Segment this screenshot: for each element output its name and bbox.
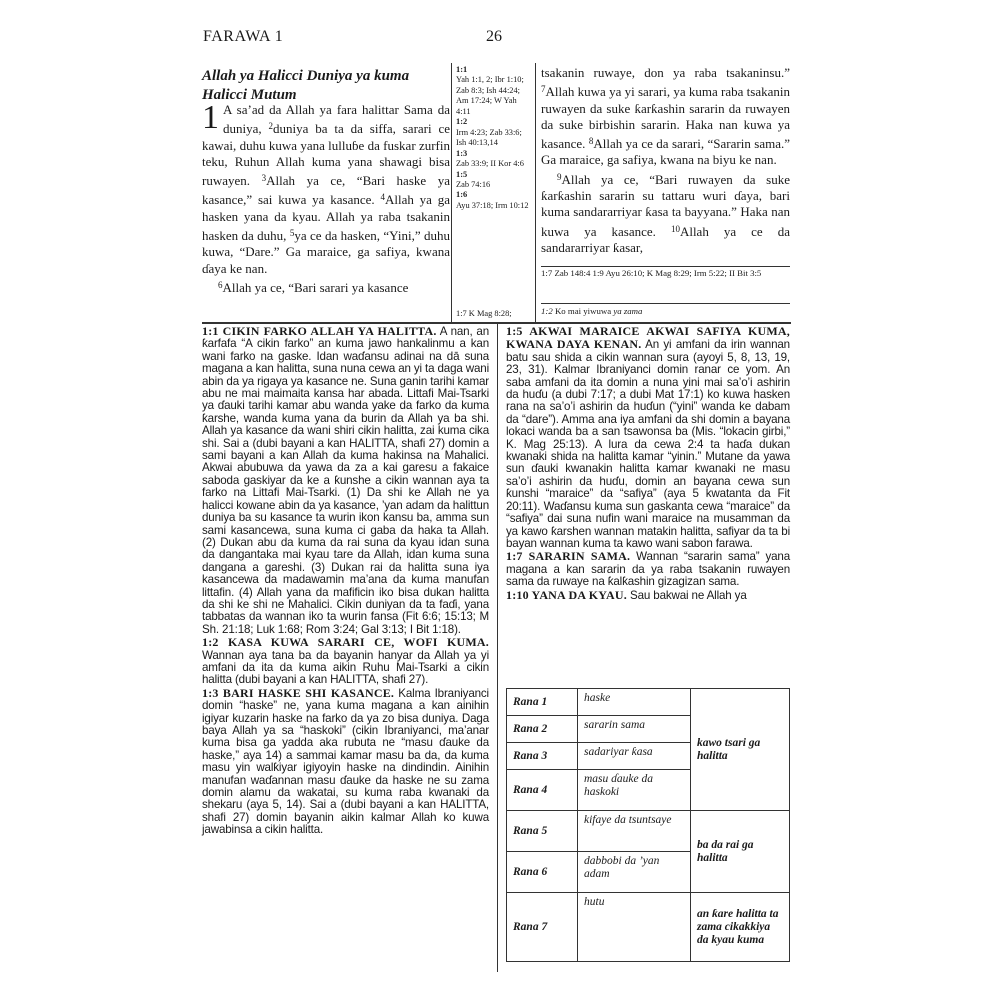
commentary-note [506,325,790,550]
verse-number: 9 [557,171,562,182]
xref-text: Zab 74:16 [456,179,491,189]
verse-5: ya ce da hasken, “Yini,” duhu kuwa, “Dare.” Ga maraice, ga safiya, kwana ɗaya ke nan. [202,228,450,276]
day-label: Rana 5 [507,811,578,852]
verse-1: A sa’ad da Allah ya fara halittar Sama da duniya, [223,102,450,137]
day-label: Rana 6 [507,852,578,893]
xref-ref: 1:6 [456,190,468,200]
table-row [507,811,790,852]
column-divider [451,63,452,323]
xref-bottom: 1:7 K Mag 8:28; [456,309,512,318]
day-description: haske [578,689,691,716]
footnote-ref: 1:2 [541,306,553,316]
verse-number: 7 [541,84,546,95]
xref-right: 1:7 Zab 148:4 1:9 Ayu 26:10; K Mag 8:29; Irm 5:22; II Bit 3:5 [541,268,762,278]
note-body: Sau bakwai ne Allah ya [630,588,747,602]
commentary-note [506,589,790,602]
verse-9: Allah ya ce, “Bari ruwayen da suke ƙarƙashin sararin su tattaru wuri ɗaya, bari kuma sandararriyar ƙasa ta bayyana.” Haka nan kuwa ya kasance. [541,171,790,239]
verse-8: Allah ya ce da sarari, “Sararin sama.” Ga maraice, ga safiya, kwana na biyu ke nan. [541,136,791,168]
note-body: A nan, an ƙarfafa “A cikin farko” an kuma jawo hankalinmu a kan wani farko na gaske. Idan waɗansu adinai na dā suna magana a kan halitta, suna nuna cewa an yi ta daga wani abin da ya rigaya ya kasance ne. Suna ganin tarihi kamar abu ne mai maimaita kansa har abada. Littafi Mai-Tsarki ya ɗauki tarihi kamar abu wanda yake da farko da kuma ƙarshe, wanda kuma yana da burin da Allah ya ba shi. Allah ya kasance da wani shiri cikin halitta, zai kuma cika shi. Sai a (dubi bayani a kan HALITTA, shafi 27) domin a sami bayani a kan Allah da kuma hakinsa na Mahalici. Akwai abubuwa da yawa da za a kai garesu a fakaice saboda gaskiyar da ke a ƙunshe a cikin wannan aya ta farko na Littafi Mai-Tsarki. (1) Da shi ke Allah ne ya halicci kowane abin da ya kasance, ’yan adam da halittun duniya ba su kasance ta wurin ikon kansu ba, amma sun sami kasancewa, suna kuma ci gaba da haka ta Allah. (2) Dukan abu da kuma da rai suna da kyau idan suna da dangantaka mai kyau tare da Allah, idan kuma suna dangana a gareshi. (3) Dukan rai da halitta suna iya kasancewa da madawamin ma’ana da kuma manufan littafin. (4) Allah yana da mafificin iko bisa dukan halitta da shi ke shi ne Mahalici. Cikin duniyan da ta faɗi, yana tabbatas da wannan iko ta wurin fansa (Fit 6:6; 15:13; M Sh. 21:18; Luk 1:68; Rom 3:24; Gal 3:13; I Bit 1:18). [202,325,489,636]
verse-number: 6 [218,279,223,290]
verse-6: Allah ya ce, “Bari sarari ya kasance [222,279,409,295]
xref-entry [456,117,532,148]
day-description: masu ɗauke da haskoki [578,770,691,811]
verse-number: 10 [670,223,680,234]
xref-text: Zab 33:9; II Kor 4:6 [456,159,524,169]
footnote-text: Ko mai yiwuwa [554,306,612,316]
verse-number: 4 [380,192,385,203]
xref-ref: 1:1 [456,65,468,74]
footnote [541,306,791,316]
note-body: Wannan “sararin sama” yana magana a kan sararin da ya raba tsakanin ruwayen sama da ruwaye na ƙalƙashin gizagizan sama. [506,550,790,589]
day-group: kawo tsari ga halitta [691,689,790,811]
day-description: sararin sama [578,716,691,743]
verse-2: duniya ba ta da siffa, sarari ce kawai, duhu kuwa yana lulluɓe da fuskar zurfin teku, Ruhun Allah kuma yana shawagi bisa ruwayen. [202,121,451,189]
page-number: 26 [486,28,502,45]
xref-ref: 1:5 [456,169,468,179]
day-label: Rana 7 [507,893,578,962]
day-group: ba da rai ga halitta [691,811,790,893]
verse-number: 2 [268,121,274,132]
day-group: an ƙare halitta ta zama cikakkiya da kyau kuma [691,893,790,962]
verse-4: Allah ya ga hasken yana da kyau. Allah ya raba tsakanin hasken da duhu, [202,192,451,244]
scripture-left-column [202,99,451,296]
note-body: An yi amfani da irin wannan batu sau shida a cikin wannan sura (ayoyi 5, 8, 13, 19, 23, 31). Kalmar Ibraniyanci domin ranar ce yom. An saba amfani da ita domin a nuna yini mai sa’o’i ashirin da huɗu (a dubi 7:17; a dubi Mat 17:1) ko kuwa hasken rana na sa’o’i ashirin da huɗun (“yini” wanda ke dabam da “dare”). Amma ana iya amfani da shi domin a bayana lokaci wanda ba a san tsawonsa ba (Mis. “lokacin girbi,” K. Mag 25:13). A lura da cewa 2:4 ta haɗa dukan kwanaki shida na halitta kamar “yinin.” Mutane da yawa sun ɗauki kwanakin halitta kamar kwanaki ne masu sa’o’i ashirin da huɗu, domin an bayana cewa sun ƙunshi “maraice” da “safiya” (aya 5 kwatanta da Fit 20:11). Waɗansu kuma sun gaskanta cewa “maraice” da “safiya” dai suna nufin wani maraice na musamman da ya kawo ƙarshen wannan matakin halitta, safiyar da ta bi bayan wannan kuma ta kawo wani sabon farawa. [506,338,790,550]
xref-entry [456,170,532,191]
commentary-divider [497,324,498,972]
footnote-rule [541,266,790,267]
day-label: Rana 1 [507,689,578,716]
verse-7: Allah kuwa ya yi sarari, ya kuma raba tsakanin ruwayen da suke ƙarƙashin sararin da ruwayen da suke birbishin sararin. Haka nan kuwa ya kasance. [541,84,790,152]
table-row [507,893,790,962]
commentary-right-column [506,325,790,602]
creation-days-table [506,688,790,962]
note-body: Kalma Ibraniyanci domin “haske” ne, yana kuma magana a kan ainihin igiyar kuzarin haske na farko da ya zo bisa duniya. Daga baya Allah ya sa “haskoki” (cikin Ibraniyanci, ma’anar kuma bisa ga yadda aka rubuta ne “masu ɗauke da haske,” aya 14) a sammai kamar masu ba da, da kuma masu yin walƙiyar igiyoyin haske na dindindin. Ainihin manufan waɗannan masu ɗauke da haske ne su zama domin alamu da wakatai, su kuma raba kwanaki da shekaru (aya 5, 14). Sai a (dubi bayani a kan HALITTA, shafi 27) domin bayanin aikin kalmar Allah ko kuwa jawabinsa a cikin halitta. [202,686,489,837]
xref-ref: 1:2 [456,117,468,127]
verse-10: Allah ya ce da sandararriyar ƙasar, [541,223,791,255]
note-heading: 1:3 BARI HASKE SHI KASANCE. [202,685,395,700]
xref-text: Yah 1:1, 2; Ibr 1:10; Zab 8:3; Ish 44:24; Am 17:24; W Yah 4:11 [456,75,524,116]
table-row [507,689,790,716]
note-heading: 1:5 AKWAI MARAICE AKWAI SAFIYA KUMA, KWANA DAYA KENAN. [506,324,790,352]
footnote-italic: ya zama [613,306,643,316]
verse-3: Allah ya ce, “Bari haske ya kasance,” sai kuwa ya kasance. [202,173,451,208]
verse-number: 5 [289,228,295,239]
day-label: Rana 4 [507,770,578,811]
commentary-note [202,636,489,687]
verse-6-paragraph [202,277,450,296]
note-heading: 1:1 CIKIN FARKO ALLAH YA HALITTA. [202,324,437,338]
xref-text: Irm 4:23; Zab 33:6; Ish 40:13,14 [456,127,522,148]
xref-entry [456,149,532,170]
day-label: Rana 2 [507,716,578,743]
day-description: sadariyar ƙasa [578,743,691,770]
verse-number: 8 [588,136,594,147]
verse-9-paragraph [541,169,790,256]
xref-ref: 1:3 [456,148,468,158]
note-heading: 1:7 SARARIN SAMA. [506,549,631,564]
verse-number: 3 [261,173,267,184]
footnote-rule [541,303,790,304]
chapter-number: 1 [202,99,219,136]
day-description: kifaye da tsuntsaye [578,811,691,852]
commentary-left-column [202,325,489,837]
xref-entry [456,65,532,117]
running-head: FARAWA 1 [203,28,284,45]
note-heading: 1:2 KASA KUWA SARARI CE, WOFI KUMA. [202,635,489,650]
commentary-note [506,550,790,588]
note-body: Wannan aya tana ba da bayanin hanyar da Allah ya yi amfani da ita da kuma aikin Ruhu Mai-Tsarki a cikin halitta (dubi bayani a kan HALITTA, shafi 27). [202,648,489,687]
commentary-note [202,687,489,837]
verse-6-cont: tsakanin ruwaye, don ya raba tsakaninsu.” [541,65,790,80]
xref-entry [456,190,532,211]
day-description: hutu [578,893,691,962]
column-divider [535,63,536,323]
commentary-note [202,325,489,636]
section-title: Allah ya Halicci Duniya ya kuma Halicci Mutum [202,68,410,103]
cross-reference-column [456,65,532,211]
day-label: Rana 3 [507,743,578,770]
xref-text: Ayu 37:18; Irm 10:12 [456,200,529,210]
day-description: dabbobi da ’yan adam [578,852,691,893]
note-heading: 1:10 YANA DA KYAU. [506,587,627,602]
scripture-right-column [541,65,790,256]
